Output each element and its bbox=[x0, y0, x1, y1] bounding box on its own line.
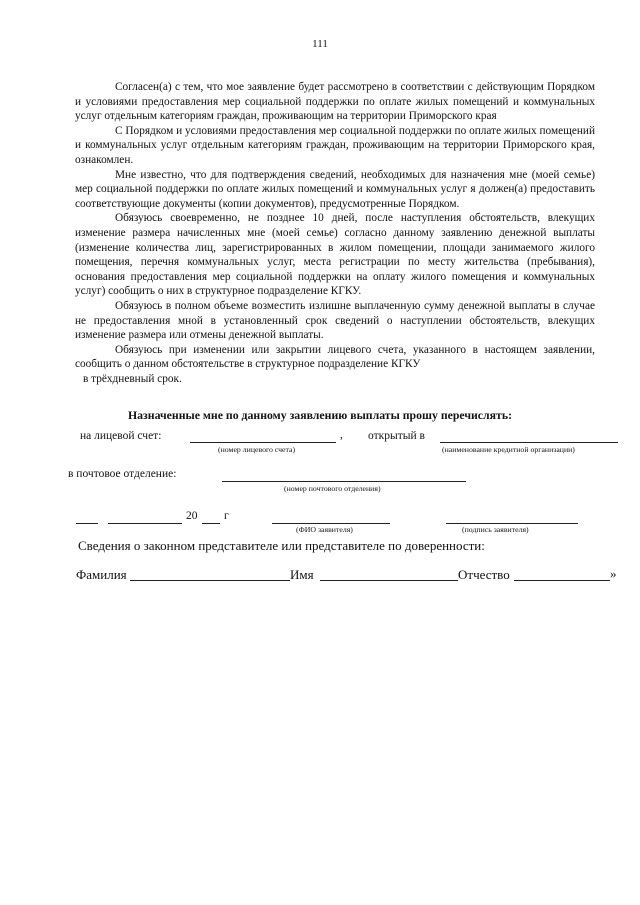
payment-heading: Назначенные мне по данному заявлению выплаты прошу перечислять: bbox=[127, 408, 513, 422]
post-office-caption: (номер почтового отделения) bbox=[284, 484, 381, 493]
patronymic-field[interactable] bbox=[514, 580, 610, 581]
date-year-field[interactable] bbox=[202, 523, 220, 524]
year-suffix: г bbox=[224, 510, 229, 522]
post-office-label: в почтовое отделение: bbox=[68, 468, 177, 480]
account-number-field[interactable] bbox=[190, 442, 336, 443]
closing-quote: » bbox=[610, 566, 617, 581]
patronymic-label: Отчество bbox=[458, 567, 510, 582]
account-label: на лицевой счет: bbox=[80, 430, 162, 442]
paragraph-deadline: в трёхдневный срок. bbox=[83, 372, 182, 385]
date-day-field[interactable] bbox=[76, 523, 98, 524]
account-comma: , bbox=[340, 429, 343, 441]
account-number-caption: (номер лицевого счета) bbox=[218, 445, 296, 454]
year-prefix: 20 bbox=[186, 510, 198, 522]
paragraph-account-change: Обязуюсь при изменении или закрытии лицевого счета, указанного в настоящем заявлении, сообщить о данном обстоятельстве в структурное подразделение КГКУ bbox=[75, 343, 595, 371]
post-office-field[interactable] bbox=[222, 481, 466, 482]
applicant-name-caption: (ФИО заявителя) bbox=[296, 525, 353, 534]
surname-field[interactable] bbox=[130, 580, 290, 581]
representative-heading: Сведения о законном представителе или представителе по доверенности: bbox=[78, 538, 485, 553]
applicant-signature-caption: (подпись заявителя) bbox=[462, 525, 529, 534]
name-field[interactable] bbox=[320, 580, 458, 581]
paragraph-consent: Согласен(а) с тем, что мое заявление будет рассмотрено в соответствии с действующим Порядком и условиями предоставления мер социальной поддержки по оплате жилых помещений и коммунальных услуг отдельным категориям граждан, проживающим на территории Приморского края bbox=[75, 81, 595, 123]
paragraph-notify-changes: Обязуюсь своевременно, не позднее 10 дней, после наступления обстоятельств, влекущих изменение размера начисленных мне (моей семье) согласно данному заявлению денежной выплаты (изменение количества лиц, зарегистрированных в жилом помещении, площади занимаемого жилого помещения, перечня коммунальных услуг, места регистрации по месту жительства (пребывания), основания предоставления мер социальной поддержки на оплату жилого помещения и коммунальных услуг) сообщить о них в структурное подразделение КГКУ. bbox=[75, 212, 595, 298]
bank-name-field[interactable] bbox=[440, 442, 618, 443]
date-month-field[interactable] bbox=[108, 523, 182, 524]
paragraph-refund: Обязуюсь в полном объеме возместить излишне выплаченную сумму денежной выплаты в случае не предоставления мной в установленный срок сведений о наступлении обстоятельств, влекущих изменение размера или отмены денежной выплаты. bbox=[75, 299, 595, 342]
paragraph-acquainted: С Порядком и условиями предоставления мер социальной поддержки по оплате жилых помещений и коммунальных услуг отдельным категориям граждан, проживающим на территории Приморского края, ознакомлен. bbox=[75, 124, 595, 166]
applicant-name-field[interactable] bbox=[272, 523, 390, 524]
surname-label: Фамилия bbox=[76, 567, 127, 582]
name-label: Имя bbox=[290, 567, 314, 582]
opened-in-label: открытый в bbox=[368, 430, 425, 442]
agreement-text bbox=[75, 80, 595, 386]
bank-name-caption: (наименование кредитной организации) bbox=[442, 445, 575, 454]
page-number: 111 bbox=[312, 38, 328, 50]
paragraph-documents: Мне известно, что для подтверждения сведений, необходимых для назначения мне (моей семье) мер социальной поддержки по оплате жилых помещений и коммунальных услуг я должен(а) предоставить соответствующие документы (копии документов), предусмотренные Порядком. bbox=[75, 168, 595, 210]
applicant-signature-field[interactable] bbox=[446, 523, 578, 524]
